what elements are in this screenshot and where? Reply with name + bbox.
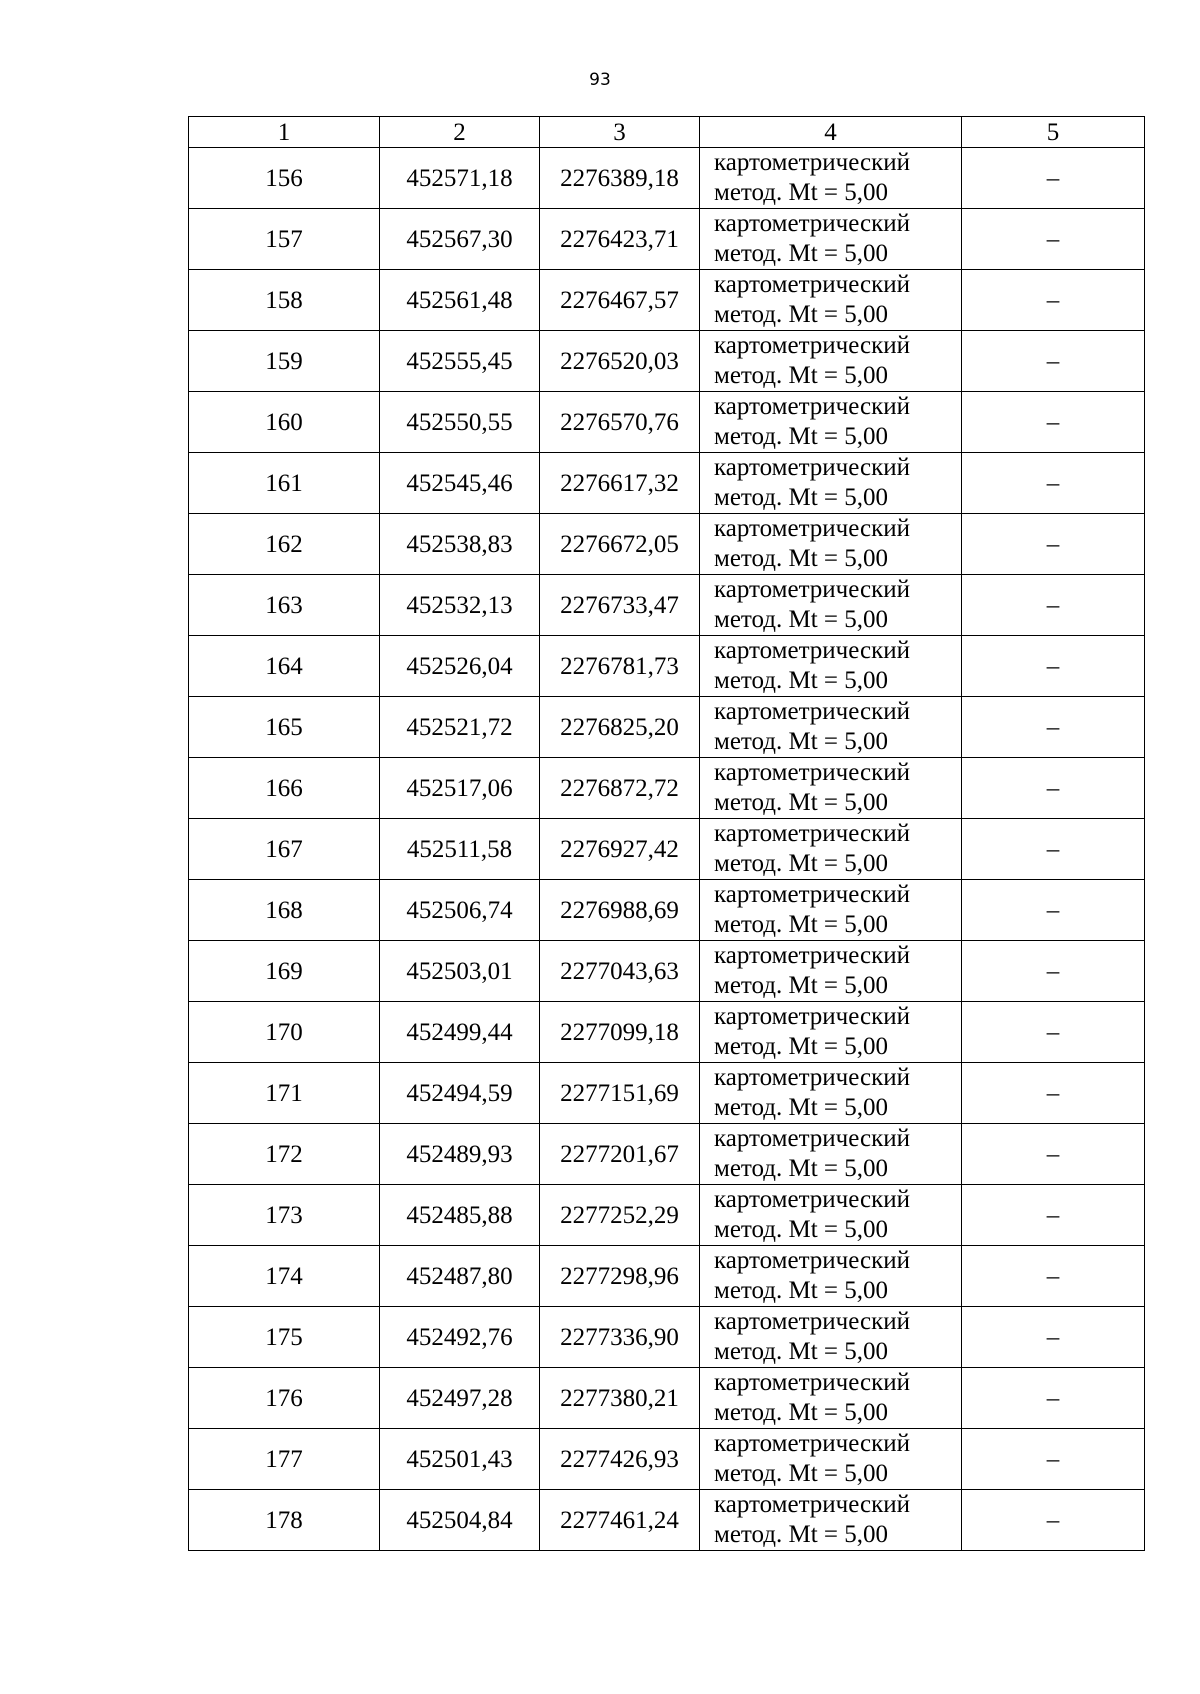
method-line-1: картометрический <box>714 1430 910 1457</box>
method-line-2: метод. Mt = 5,00 <box>714 301 889 328</box>
col5-cell: – <box>962 1307 1145 1368</box>
table-row <box>189 331 1145 392</box>
y-coordinate-cell: 2277426,93 <box>540 1429 700 1490</box>
point-number-cell: 157 <box>189 209 380 270</box>
table-row <box>189 1185 1145 1246</box>
method-line-2: метод. Mt = 5,00 <box>714 667 889 694</box>
table-row <box>189 697 1145 758</box>
col5-cell: – <box>962 880 1145 941</box>
method-line-2: метод. Mt = 5,00 <box>714 179 889 206</box>
x-coordinate-cell: 452532,13 <box>380 575 540 636</box>
point-number-cell: 173 <box>189 1185 380 1246</box>
method-line-1: картометрический <box>714 1247 910 1274</box>
method-line-1: картометрический <box>714 637 910 664</box>
y-coordinate-cell: 2276872,72 <box>540 758 700 819</box>
method-line-2: метод. Mt = 5,00 <box>714 911 889 938</box>
method-cell <box>700 209 962 270</box>
method-line-2: метод. Mt = 5,00 <box>714 1155 889 1182</box>
header-col-5: 5 <box>962 117 1145 148</box>
x-coordinate-cell: 452567,30 <box>380 209 540 270</box>
method-line-2: метод. Mt = 5,00 <box>714 423 889 450</box>
method-line-2: метод. Mt = 5,00 <box>714 1460 889 1487</box>
col5-cell: – <box>962 941 1145 1002</box>
table-row <box>189 636 1145 697</box>
table-row <box>189 758 1145 819</box>
method-cell <box>700 1307 962 1368</box>
y-coordinate-cell: 2276520,03 <box>540 331 700 392</box>
table-row <box>189 514 1145 575</box>
method-line-2: метод. Mt = 5,00 <box>714 484 889 511</box>
col5-cell: – <box>962 1429 1145 1490</box>
point-number-cell: 156 <box>189 148 380 209</box>
method-cell <box>700 392 962 453</box>
method-cell <box>700 514 962 575</box>
table-header-row <box>189 117 1145 148</box>
table-body <box>189 148 1145 1551</box>
col5-cell: – <box>962 575 1145 636</box>
method-line-1: картометрический <box>714 881 910 908</box>
method-line-1: картометрический <box>714 1125 910 1152</box>
table-row <box>189 1246 1145 1307</box>
point-number-cell: 171 <box>189 1063 380 1124</box>
x-coordinate-cell: 452555,45 <box>380 331 540 392</box>
point-number-cell: 167 <box>189 819 380 880</box>
method-line-2: метод. Mt = 5,00 <box>714 606 889 633</box>
method-line-1: картометрический <box>714 698 910 725</box>
method-line-2: метод. Mt = 5,00 <box>714 1216 889 1243</box>
method-cell <box>700 636 962 697</box>
point-number-cell: 175 <box>189 1307 380 1368</box>
method-line-2: метод. Mt = 5,00 <box>714 1033 889 1060</box>
point-number-cell: 160 <box>189 392 380 453</box>
x-coordinate-cell: 452494,59 <box>380 1063 540 1124</box>
x-coordinate-cell: 452571,18 <box>380 148 540 209</box>
x-coordinate-cell: 452503,01 <box>380 941 540 1002</box>
method-cell <box>700 1185 962 1246</box>
x-coordinate-cell: 452485,88 <box>380 1185 540 1246</box>
method-line-1: картометрический <box>714 759 910 786</box>
method-line-1: картометрический <box>714 576 910 603</box>
col5-cell: – <box>962 1063 1145 1124</box>
col5-cell: – <box>962 1246 1145 1307</box>
x-coordinate-cell: 452497,28 <box>380 1368 540 1429</box>
point-number-cell: 158 <box>189 270 380 331</box>
point-number-cell: 165 <box>189 697 380 758</box>
x-coordinate-cell: 452538,83 <box>380 514 540 575</box>
col5-cell: – <box>962 636 1145 697</box>
x-coordinate-cell: 452521,72 <box>380 697 540 758</box>
point-number-cell: 174 <box>189 1246 380 1307</box>
y-coordinate-cell: 2277043,63 <box>540 941 700 1002</box>
y-coordinate-cell: 2276617,32 <box>540 453 700 514</box>
point-number-cell: 178 <box>189 1490 380 1551</box>
y-coordinate-cell: 2276389,18 <box>540 148 700 209</box>
col5-cell: – <box>962 697 1145 758</box>
x-coordinate-cell: 452501,43 <box>380 1429 540 1490</box>
point-number-cell: 163 <box>189 575 380 636</box>
point-number-cell: 172 <box>189 1124 380 1185</box>
table-row <box>189 453 1145 514</box>
method-cell <box>700 331 962 392</box>
method-line-1: картометрический <box>714 515 910 542</box>
method-line-2: метод. Mt = 5,00 <box>714 362 889 389</box>
table-row <box>189 1307 1145 1368</box>
table-row <box>189 1429 1145 1490</box>
x-coordinate-cell: 452487,80 <box>380 1246 540 1307</box>
y-coordinate-cell: 2276570,76 <box>540 392 700 453</box>
point-number-cell: 170 <box>189 1002 380 1063</box>
method-cell <box>700 819 962 880</box>
method-line-2: метод. Mt = 5,00 <box>714 728 889 755</box>
method-line-2: метод. Mt = 5,00 <box>714 545 889 572</box>
x-coordinate-cell: 452526,04 <box>380 636 540 697</box>
col5-cell: – <box>962 148 1145 209</box>
y-coordinate-cell: 2276672,05 <box>540 514 700 575</box>
x-coordinate-cell: 452492,76 <box>380 1307 540 1368</box>
method-line-1: картометрический <box>714 820 910 847</box>
table-row <box>189 1368 1145 1429</box>
x-coordinate-cell: 452550,55 <box>380 392 540 453</box>
method-cell <box>700 758 962 819</box>
header-col-3: 3 <box>540 117 700 148</box>
method-line-1: картометрический <box>714 1369 910 1396</box>
col5-cell: – <box>962 1185 1145 1246</box>
method-line-1: картометрический <box>714 210 910 237</box>
col5-cell: – <box>962 819 1145 880</box>
method-line-2: метод. Mt = 5,00 <box>714 1277 889 1304</box>
col5-cell: – <box>962 514 1145 575</box>
x-coordinate-cell: 452489,93 <box>380 1124 540 1185</box>
method-line-2: метод. Mt = 5,00 <box>714 972 889 999</box>
point-number-cell: 166 <box>189 758 380 819</box>
table-row <box>189 1063 1145 1124</box>
method-line-2: метод. Mt = 5,00 <box>714 1094 889 1121</box>
col5-cell: – <box>962 392 1145 453</box>
coordinates-table <box>188 116 1145 1551</box>
method-line-1: картометрический <box>714 1064 910 1091</box>
method-cell <box>700 1368 962 1429</box>
col5-cell: – <box>962 1490 1145 1551</box>
method-cell <box>700 880 962 941</box>
method-cell <box>700 1246 962 1307</box>
method-line-1: картометрический <box>714 454 910 481</box>
method-cell <box>700 697 962 758</box>
method-cell <box>700 1002 962 1063</box>
point-number-cell: 168 <box>189 880 380 941</box>
col5-cell: – <box>962 758 1145 819</box>
method-cell <box>700 1490 962 1551</box>
method-cell <box>700 575 962 636</box>
method-line-1: картометрический <box>714 332 910 359</box>
point-number-cell: 162 <box>189 514 380 575</box>
y-coordinate-cell: 2277380,21 <box>540 1368 700 1429</box>
y-coordinate-cell: 2277252,29 <box>540 1185 700 1246</box>
table-row <box>189 941 1145 1002</box>
y-coordinate-cell: 2277461,24 <box>540 1490 700 1551</box>
col5-cell: – <box>962 1124 1145 1185</box>
table-row <box>189 392 1145 453</box>
y-coordinate-cell: 2276988,69 <box>540 880 700 941</box>
header-col-2: 2 <box>380 117 540 148</box>
method-line-2: метод. Mt = 5,00 <box>714 850 889 877</box>
y-coordinate-cell: 2277151,69 <box>540 1063 700 1124</box>
point-number-cell: 159 <box>189 331 380 392</box>
col5-cell: – <box>962 331 1145 392</box>
x-coordinate-cell: 452561,48 <box>380 270 540 331</box>
method-line-1: картометрический <box>714 1186 910 1213</box>
method-line-2: метод. Mt = 5,00 <box>714 1399 889 1426</box>
y-coordinate-cell: 2277298,96 <box>540 1246 700 1307</box>
table-row <box>189 880 1145 941</box>
method-cell <box>700 270 962 331</box>
method-cell <box>700 1063 962 1124</box>
col5-cell: – <box>962 1002 1145 1063</box>
y-coordinate-cell: 2277201,67 <box>540 1124 700 1185</box>
method-cell <box>700 1429 962 1490</box>
table-row <box>189 1124 1145 1185</box>
x-coordinate-cell: 452506,74 <box>380 880 540 941</box>
method-line-2: метод. Mt = 5,00 <box>714 1338 889 1365</box>
point-number-cell: 176 <box>189 1368 380 1429</box>
method-line-1: картометрический <box>714 942 910 969</box>
method-line-2: метод. Mt = 5,00 <box>714 789 889 816</box>
page-number: 93 <box>589 70 611 90</box>
x-coordinate-cell: 452504,84 <box>380 1490 540 1551</box>
y-coordinate-cell: 2276733,47 <box>540 575 700 636</box>
x-coordinate-cell: 452517,06 <box>380 758 540 819</box>
header-col-1: 1 <box>189 117 380 148</box>
x-coordinate-cell: 452545,46 <box>380 453 540 514</box>
col5-cell: – <box>962 453 1145 514</box>
table-row <box>189 209 1145 270</box>
y-coordinate-cell: 2276825,20 <box>540 697 700 758</box>
col5-cell: – <box>962 270 1145 331</box>
y-coordinate-cell: 2276781,73 <box>540 636 700 697</box>
point-number-cell: 164 <box>189 636 380 697</box>
y-coordinate-cell: 2276927,42 <box>540 819 700 880</box>
method-line-1: картометрический <box>714 1308 910 1335</box>
method-cell <box>700 148 962 209</box>
table-row <box>189 575 1145 636</box>
y-coordinate-cell: 2277099,18 <box>540 1002 700 1063</box>
method-line-1: картометрический <box>714 1491 910 1518</box>
point-number-cell: 177 <box>189 1429 380 1490</box>
y-coordinate-cell: 2276467,57 <box>540 270 700 331</box>
method-line-1: картометрический <box>714 393 910 420</box>
method-line-2: метод. Mt = 5,00 <box>714 1521 889 1548</box>
x-coordinate-cell: 452511,58 <box>380 819 540 880</box>
method-cell <box>700 1124 962 1185</box>
y-coordinate-cell: 2276423,71 <box>540 209 700 270</box>
point-number-cell: 161 <box>189 453 380 514</box>
table-row <box>189 1002 1145 1063</box>
method-line-2: метод. Mt = 5,00 <box>714 240 889 267</box>
table-row <box>189 148 1145 209</box>
method-cell <box>700 453 962 514</box>
y-coordinate-cell: 2277336,90 <box>540 1307 700 1368</box>
method-line-1: картометрический <box>714 271 910 298</box>
col5-cell: – <box>962 1368 1145 1429</box>
col5-cell: – <box>962 209 1145 270</box>
x-coordinate-cell: 452499,44 <box>380 1002 540 1063</box>
table-row <box>189 819 1145 880</box>
method-line-1: картометрический <box>714 149 910 176</box>
method-cell <box>700 941 962 1002</box>
method-line-1: картометрический <box>714 1003 910 1030</box>
point-number-cell: 169 <box>189 941 380 1002</box>
header-col-4: 4 <box>700 117 962 148</box>
table-row <box>189 1490 1145 1551</box>
table-row <box>189 270 1145 331</box>
